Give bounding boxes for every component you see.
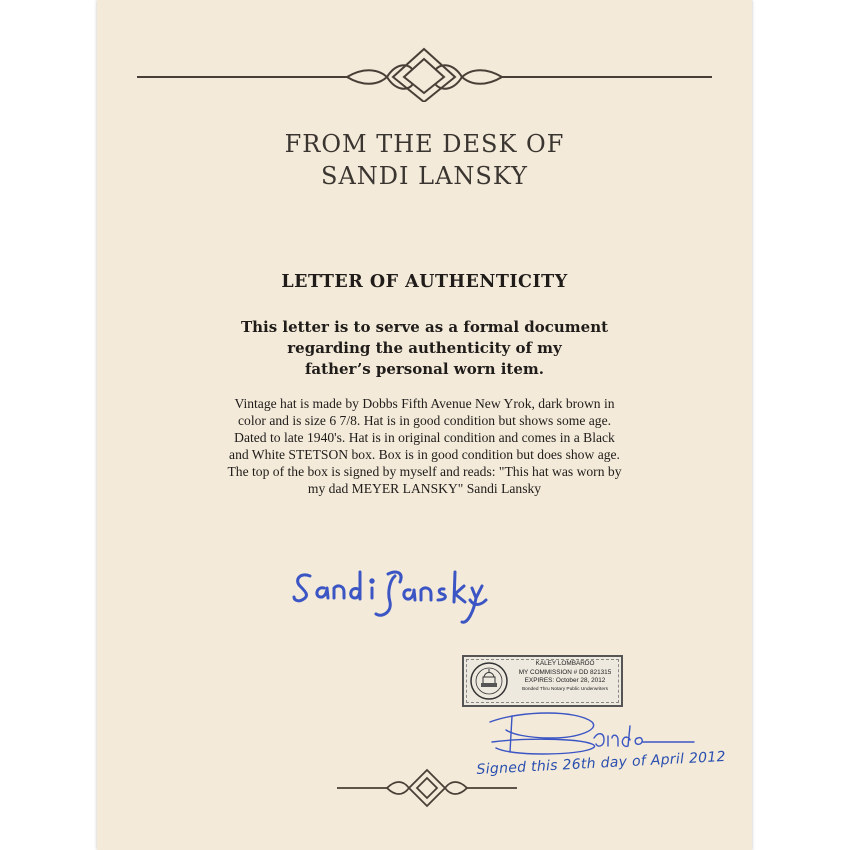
letterhead-line-2: SANDI LANSKY — [321, 162, 528, 190]
notary-bonded: Bonded Thru Notary Public Underwriters — [521, 686, 609, 692]
body-line: The top of the box is signed by myself and reads: "This hat was worn by — [227, 464, 622, 479]
notary-stamp — [462, 655, 623, 707]
signed-date-note: Signed this 26th day of April 2012 — [476, 748, 727, 778]
lead-line: This letter is to serve as a formal document — [240, 318, 609, 336]
notary-name: KALEY LOMBARDO — [535, 660, 595, 667]
letterhead-line-1: FROM THE DESK OF — [284, 130, 565, 158]
body-line: my dad MEYER LANSKY" Sandi Lansky — [307, 481, 542, 496]
notary-expires: EXPIRES: October 28, 2012 — [524, 677, 606, 685]
notary-commission: MY COMMISSION # DD 821315 — [518, 668, 612, 676]
lead-line: father’s personal worn item. — [304, 360, 545, 378]
top-ornament — [137, 44, 712, 102]
body-line: and White STETSON box. Box is in good condition but does show age. — [229, 447, 620, 462]
lead-line: regarding the authenticity of my — [287, 339, 562, 357]
document-title: LETTER OF AUTHENTICITY — [281, 272, 568, 292]
sandi-lansky-signature — [292, 562, 492, 642]
letter-page — [97, 0, 752, 850]
state-seal-icon — [469, 661, 509, 701]
letterhead — [97, 128, 752, 192]
body-paragraph — [137, 395, 712, 497]
body-line: Dated to late 1940's. Hat is in original condition and comes in a Black — [234, 430, 615, 445]
stamp-text — [510, 660, 620, 694]
lead-paragraph — [157, 317, 692, 380]
body-line: color and is size 6 7/8. Hat is in good condition but shows some age. — [237, 413, 612, 428]
body-line: Vintage hat is made by Dobbs Fifth Avenue New Yrok, dark brown in — [234, 396, 615, 411]
